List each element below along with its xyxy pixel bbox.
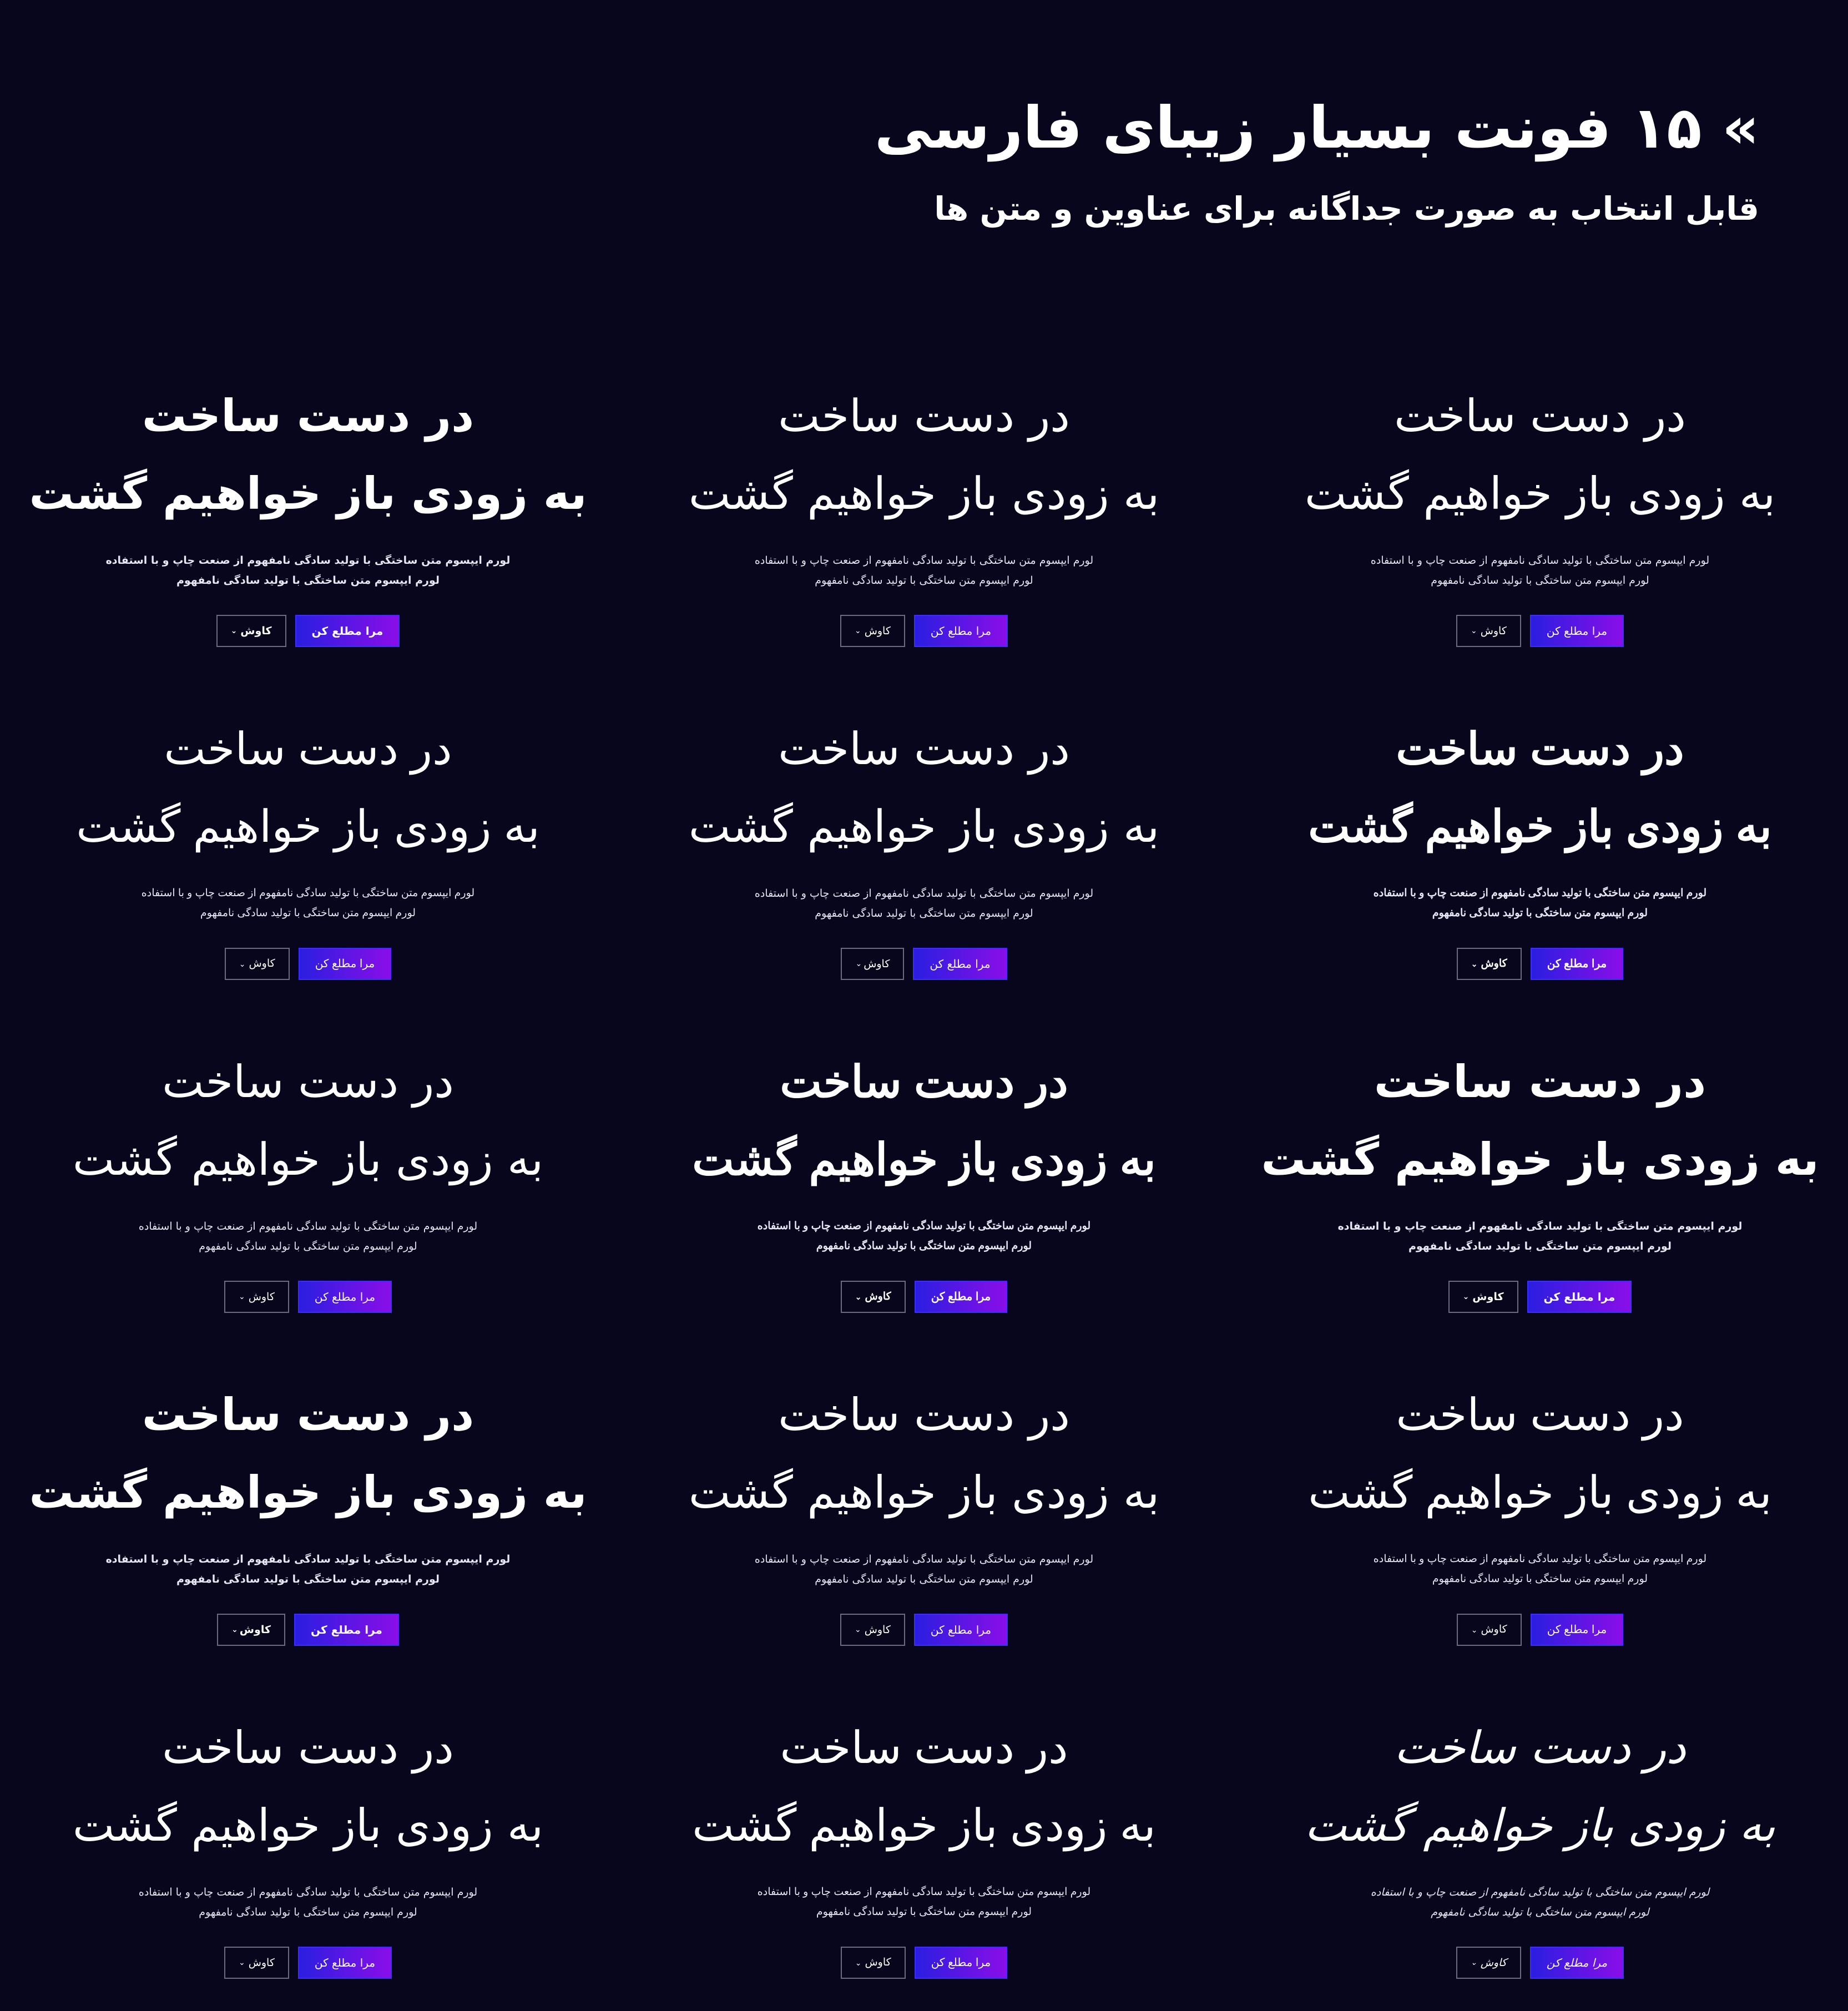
chevron-down-icon: ⌄ (1462, 1292, 1470, 1301)
card-body (616, 1882, 1232, 1922)
card-heading-line2: به زودی باز خواهیم گشت (1304, 1800, 1776, 1851)
card-body-line2: لورم ایپسوم متن ساختگی با تولید سادگی نامفهوم (1432, 1573, 1648, 1585)
card-body-line1: لورم ایپسوم متن ساختگی با تولید سادگی نامفهوم از صنعت چاپ و با استفاده (138, 1886, 478, 1898)
card-body-line1: لورم ایپسوم متن ساختگی با تولید سادگی نامفهوم از صنعت چاپ و با استفاده (105, 1553, 511, 1565)
explore-button[interactable] (840, 1614, 905, 1646)
card-body-line1: لورم ایپسوم متن ساختگی با تولید سادگی نامفهوم از صنعت چاپ و با استفاده (754, 554, 1094, 567)
notify-me-button[interactable]: مرا مطلع کن (914, 1614, 1008, 1646)
explore-button-label: کاوش (864, 1624, 891, 1636)
card-buttons (1232, 1614, 1848, 1646)
explore-button[interactable] (1457, 948, 1522, 980)
chevron-down-icon: ⌄ (239, 959, 246, 968)
card-body (1232, 550, 1848, 590)
explore-button-label: کاوش (865, 1291, 891, 1302)
card-heading-line2: به زودی باز خواهیم گشت (688, 801, 1160, 852)
chevron-down-icon: ⌄ (231, 1625, 236, 1634)
card-body (0, 883, 616, 923)
explore-button[interactable] (217, 1614, 285, 1646)
notify-me-button[interactable]: مرا مطلع کن (294, 1614, 399, 1646)
chevron-down-icon: ⌄ (855, 959, 861, 968)
card-body-line1: لورم ایپسوم متن ساختگی با تولید سادگی نامفهوم از صنعت چاپ و با استفاده (138, 1220, 478, 1232)
card-body-line2: لورم ایپسوم متن ساختگی با تولید سادگی نامفهوم (199, 1906, 417, 1918)
card-buttons (616, 1614, 1232, 1646)
explore-button[interactable] (1456, 1947, 1521, 1979)
font-card-12 (0, 1354, 616, 1687)
notify-me-button[interactable]: مرا مطلع کن (913, 948, 1007, 980)
card-body (0, 1216, 616, 1256)
card-body-line2: لورم ایپسوم متن ساختگی با تولید سادگی نامفهوم (816, 1240, 1032, 1252)
explore-button-label: کاوش (239, 1624, 271, 1636)
card-body-line1: لورم ایپسوم متن ساختگی با تولید سادگی نامفهوم از صنعت چاپ و با استفاده (1370, 1886, 1710, 1898)
explore-button-label: کاوش (1481, 958, 1507, 969)
card-body-line1: لورم ایپسوم متن ساختگی با تولید سادگی نامفهوم از صنعت چاپ و با استفاده (754, 887, 1094, 900)
explore-button-label: کاوش (248, 1957, 275, 1969)
explore-button[interactable] (225, 948, 290, 980)
card-heading-line2: به زودی باز خواهیم گشت (1261, 1134, 1819, 1185)
chevron-down-icon: ⌄ (1470, 626, 1477, 635)
explore-button[interactable] (840, 615, 905, 647)
card-buttons (616, 1947, 1232, 1979)
card-body-line1: لورم ایپسوم متن ساختگی با تولید سادگی نامفهوم از صنعت چاپ و با استفاده (1373, 1553, 1707, 1565)
explore-button-label: کاوش (1472, 1291, 1504, 1303)
explore-button-label: کاوش (1481, 1624, 1507, 1635)
chevron-down-icon: ⌄ (238, 1292, 245, 1301)
card-body-line1: لورم ایپسوم متن ساختگی با تولید سادگی نامفهوم از صنعت چاپ و با استفاده (141, 887, 475, 899)
explore-button[interactable] (841, 1281, 906, 1313)
explore-button[interactable] (216, 615, 286, 647)
card-body-line1: لورم ایپسوم متن ساختگی با تولید سادگی نامفهوم از صنعت چاپ و با استفاده (757, 1886, 1091, 1898)
font-card-10 (1232, 1354, 1848, 1687)
font-card-14 (616, 1687, 1232, 2011)
card-heading-line2: به زودی باز خواهیم گشت (72, 1134, 544, 1185)
card-buttons (0, 1614, 616, 1646)
chevron-down-icon: ⌄ (238, 1958, 245, 1967)
card-buttons (1232, 1281, 1848, 1313)
card-body-line1: لورم ایپسوم متن ساختگی با تولید سادگی نامفهوم از صنعت چاپ و با استفاده (754, 1553, 1094, 1565)
card-buttons (0, 948, 616, 980)
notify-me-button[interactable]: مرا مطلع کن (298, 1947, 392, 1979)
font-card-8 (616, 1021, 1232, 1354)
card-body (1232, 1216, 1848, 1256)
explore-button[interactable] (841, 1947, 906, 1979)
card-body-line2: لورم ایپسوم متن ساختگی با تولید سادگی نامفهوم (1431, 1906, 1649, 1918)
card-body-line1: لورم ایپسوم متن ساختگی با تولید سادگی نامفهوم از صنعت چاپ و با استفاده (1337, 1220, 1743, 1232)
explore-button-label: کاوش (240, 625, 272, 637)
card-heading-line1: در دست ساخت (142, 1389, 474, 1441)
notify-me-button[interactable]: مرا مطلع کن (915, 1281, 1008, 1313)
explore-button-label: کاوش (864, 958, 890, 970)
notify-me-button[interactable]: مرا مطلع کن (915, 1947, 1008, 1979)
explore-button-label: کاوش (1480, 1957, 1507, 1969)
card-body-line2: لورم ایپسوم متن ساختگی با تولید سادگی نامفهوم (176, 574, 440, 587)
card-heading-line2: به زودی باز خواهیم گشت (692, 1135, 1156, 1184)
chevron-down-icon: ⌄ (230, 626, 238, 635)
chevron-down-icon: ⌄ (854, 626, 861, 635)
card-body-line1: لورم ایپسوم متن ساختگی با تولید سادگی نامفهوم از صنعت چاپ و با استفاده (757, 1220, 1091, 1232)
font-card-5 (616, 688, 1232, 1021)
explore-button[interactable] (224, 1281, 289, 1313)
font-card-7 (1232, 1021, 1848, 1354)
explore-button[interactable] (1456, 615, 1521, 647)
card-body (1232, 1882, 1848, 1922)
notify-me-button[interactable]: مرا مطلع کن (1527, 1281, 1632, 1313)
explore-button-label: کاوش (249, 958, 275, 969)
explore-button-label: کاوش (248, 1291, 275, 1303)
font-card-3 (0, 355, 616, 688)
card-body-line2: لورم ایپسوم متن ساختگی با تولید سادگی نامفهوم (815, 574, 1033, 587)
card-heading-line2: به زودی باز خواهیم گشت (1308, 802, 1772, 851)
notify-me-button[interactable]: مرا مطلع کن (1531, 1614, 1624, 1646)
card-buttons (1232, 948, 1848, 980)
font-card-6 (0, 688, 616, 1021)
notify-me-button[interactable]: مرا مطلع کن (914, 615, 1008, 647)
explore-button-label: کاوش (1480, 625, 1507, 637)
card-heading-line1: در دست ساخت (164, 724, 452, 774)
card-buttons (0, 1947, 616, 1979)
font-card-2 (616, 355, 1232, 688)
font-card-15 (0, 1687, 616, 2011)
notify-me-button[interactable]: مرا مطلع کن (1530, 1947, 1624, 1979)
card-heading-line2: به زودی باز خواهیم گشت (692, 1801, 1156, 1850)
card-heading-line1: در دست ساخت (1394, 390, 1686, 442)
card-body-line2: لورم ایپسوم متن ساختگی با تولید سادگی نامفهوم (815, 907, 1033, 919)
notify-me-button[interactable]: مرا مطلع کن (1530, 615, 1624, 647)
chevron-down-icon: ⌄ (1471, 959, 1478, 968)
notify-me-button[interactable]: مرا مطلع کن (299, 948, 392, 980)
card-heading-line1: در دست ساخت (1394, 1722, 1686, 1773)
card-body (1232, 883, 1848, 923)
card-heading-line1: در دست ساخت (162, 1056, 454, 1108)
chevron-down-icon: ⌄ (1470, 1958, 1477, 1967)
card-body (616, 550, 1232, 590)
font-card-9 (0, 1021, 616, 1354)
card-body (616, 1216, 1232, 1256)
card-heading-line1: در دست ساخت (778, 723, 1070, 775)
notify-me-button[interactable]: مرا مطلع کن (1531, 948, 1624, 980)
card-heading-line2: به زودی باز خواهیم گشت (688, 1467, 1160, 1518)
card-body-line2: لورم ایپسوم متن ساختگی با تولید سادگی نامفهوم (816, 1906, 1032, 1918)
card-heading-line2: به زودی باز خواهیم گشت (29, 1467, 587, 1518)
card-heading-line2: به زودی باز خواهیم گشت (688, 468, 1160, 519)
card-body (616, 883, 1232, 923)
chevron-down-icon: ⌄ (855, 1292, 862, 1301)
card-buttons (0, 615, 616, 647)
page-title: » ۱۵ فونت بسیار زیبای فارسی (874, 94, 1759, 161)
explore-button[interactable] (1448, 1281, 1518, 1313)
explore-button[interactable] (224, 1947, 289, 1979)
card-heading-line1: در دست ساخت (780, 1057, 1068, 1106)
chevron-down-icon: ⌄ (854, 1625, 861, 1634)
card-body-line1: لورم ایپسوم متن ساختگی با تولید سادگی نامفهوم از صنعت چاپ و با استفاده (1373, 887, 1707, 899)
card-body (1232, 1549, 1848, 1589)
card-buttons (616, 1281, 1232, 1313)
card-body (0, 1549, 616, 1589)
card-heading-line2: به زودی باز خواهیم گشت (1308, 1468, 1772, 1517)
card-body-line2: لورم ایپسوم متن ساختگی با تولید سادگی نامفهوم (815, 1573, 1033, 1585)
card-heading-line1: در دست ساخت (780, 1723, 1068, 1772)
card-heading-line1: در دست ساخت (1396, 724, 1684, 774)
card-buttons (616, 948, 1232, 980)
font-card-4 (1232, 688, 1848, 1021)
font-card-1 (1232, 355, 1848, 688)
page-subtitle: قابل انتخاب به صورت جداگانه برای عناوین و متن ها (934, 190, 1759, 228)
explore-button[interactable] (841, 948, 904, 980)
card-heading-line1: در دست ساخت (1396, 1390, 1684, 1439)
card-heading-line2: به زودی باز خواهیم گشت (1304, 468, 1776, 519)
card-body-line2: لورم ایپسوم متن ساختگی با تولید سادگی نامفهوم (1408, 1240, 1672, 1252)
card-body-line1: لورم ایپسوم متن ساختگی با تولید سادگی نامفهوم از صنعت چاپ و با استفاده (1370, 554, 1710, 567)
explore-button-label: کاوش (864, 625, 891, 637)
card-heading-line1: در دست ساخت (142, 390, 474, 442)
chevron-down-icon: ⌄ (1471, 1625, 1478, 1634)
card-buttons (0, 1281, 616, 1313)
card-heading-line1: در دست ساخت (1374, 1056, 1706, 1108)
card-heading-line2: به زودی باز خواهیم گشت (76, 802, 540, 851)
chevron-down-icon: ⌄ (855, 1958, 862, 1967)
card-heading-line1: در دست ساخت (778, 390, 1070, 442)
card-body (616, 1549, 1232, 1589)
explore-button[interactable] (1457, 1614, 1522, 1646)
explore-button-label: کاوش (865, 1957, 891, 1968)
font-card-11 (616, 1354, 1232, 1687)
card-body (0, 1882, 616, 1922)
card-body-line1: لورم ایپسوم متن ساختگی با تولید سادگی نامفهوم از صنعت چاپ و با استفاده (105, 554, 511, 567)
card-body (0, 550, 616, 590)
card-heading-line1: در دست ساخت (778, 1389, 1070, 1441)
font-card-13 (1232, 1687, 1848, 2011)
card-body-line2: لورم ایپسوم متن ساختگی با تولید سادگی نامفهوم (199, 1240, 417, 1252)
card-buttons (616, 615, 1232, 647)
card-heading-line2: به زودی باز خواهیم گشت (72, 1800, 544, 1851)
notify-me-button[interactable]: مرا مطلع کن (298, 1281, 392, 1313)
card-heading-line1: در دست ساخت (162, 1722, 454, 1773)
card-body-line2: لورم ایپسوم متن ساختگی با تولید سادگی نامفهوم (176, 1573, 440, 1585)
card-body-line2: لورم ایپسوم متن ساختگی با تولید سادگی نامفهوم (1432, 907, 1648, 919)
card-buttons (1232, 615, 1848, 647)
card-heading-line2: به زودی باز خواهیم گشت (29, 468, 587, 519)
notify-me-button[interactable]: مرا مطلع کن (295, 615, 400, 647)
card-body-line2: لورم ایپسوم متن ساختگی با تولید سادگی نامفهوم (200, 907, 416, 919)
card-body-line2: لورم ایپسوم متن ساختگی با تولید سادگی نامفهوم (1431, 574, 1649, 587)
card-buttons (1232, 1947, 1848, 1979)
